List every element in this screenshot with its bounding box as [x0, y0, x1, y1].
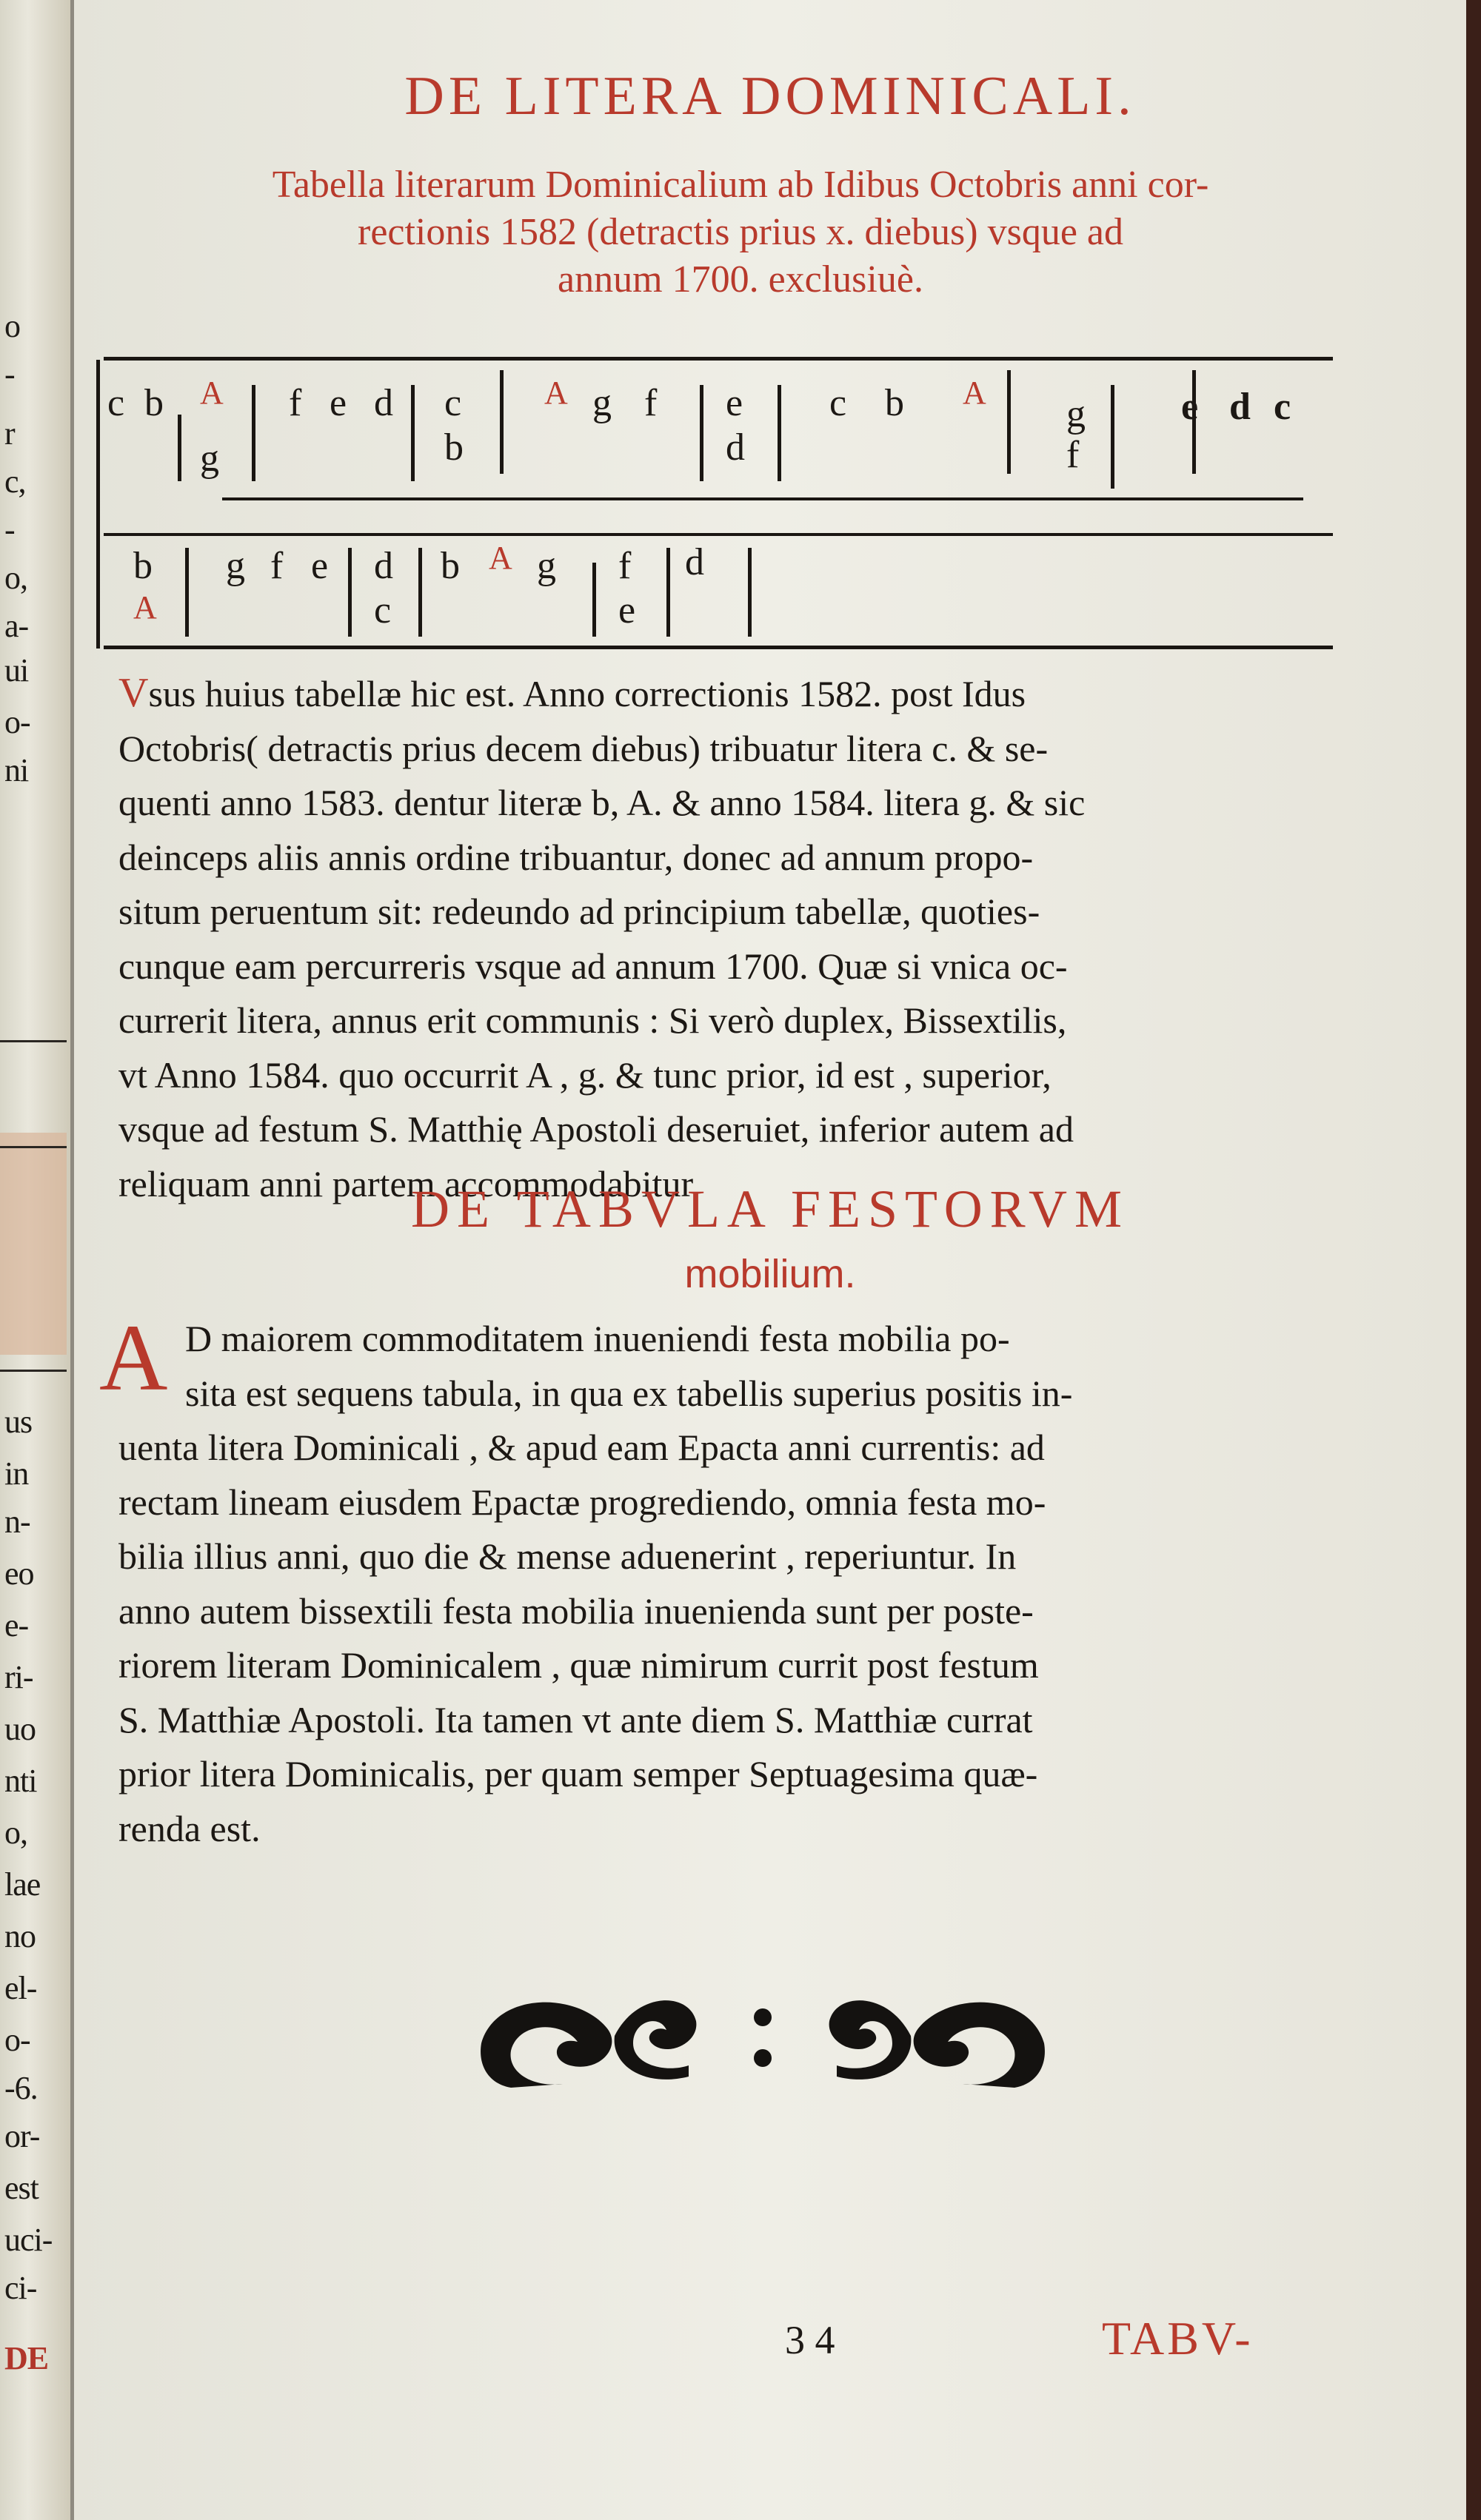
strip-rule: [0, 1146, 67, 1148]
text-line: sita est sequens tabula, in qua ex tabellis superius positis in-: [185, 1372, 1073, 1414]
table-letter: f: [289, 382, 302, 424]
initial-letter: V: [118, 670, 149, 716]
table-letter: c: [107, 382, 125, 424]
margin-fragment: o-: [4, 2022, 30, 2058]
margin-fragment: o,: [4, 1814, 27, 1851]
cell-divider: [500, 370, 504, 474]
margin-fragment: uci-: [4, 2222, 53, 2258]
left-page-strip: [0, 0, 75, 2520]
margin-fragment: -6.: [4, 2070, 38, 2106]
cell-divider: [185, 548, 189, 637]
page-number: 3 4: [785, 2318, 835, 2362]
catchword: TABV-: [1102, 2312, 1254, 2365]
table-letter: b: [441, 545, 460, 587]
text-line: cunque eam percurreris vsque ad annum 1700. Quæ si vnica oc-: [118, 945, 1068, 987]
margin-fragment: n-: [4, 1504, 30, 1540]
text-line: vsque ad festum S. Matthię Apostoli deseruiet, inferior autem ad: [118, 1108, 1074, 1150]
strip-rule: [0, 1040, 67, 1042]
table-letter: A: [489, 540, 512, 576]
table-letter: d: [726, 426, 745, 469]
table-letter: f: [1066, 434, 1080, 476]
text-line: S. Matthiæ Apostoli. Ita tamen vt ante diem S. Matthiæ currat: [118, 1698, 1033, 1740]
cell-divider: [411, 385, 415, 481]
table-letter: d: [374, 382, 393, 424]
margin-fragment: el-: [4, 1970, 37, 2006]
table-mid-rule: [104, 533, 1333, 536]
section-heading: DE TABVLA FESTORVM: [411, 1179, 1129, 1239]
margin-fragment: lae: [4, 1866, 41, 1903]
margin-fragment: r: [4, 415, 15, 452]
table-bottom-rule: [104, 646, 1333, 649]
page-title: DE LITERA DOMINICALI.: [404, 66, 1136, 127]
table-letter: d: [374, 545, 393, 587]
cell-divider: [1111, 385, 1114, 489]
text-line: quenti anno 1583. dentur literæ b, A. & anno 1584. litera g. & sic: [118, 782, 1086, 823]
book-page: [74, 0, 1466, 2520]
cell-divider: [348, 548, 352, 637]
table-letter: f: [644, 382, 658, 424]
drop-capital: A: [99, 1305, 168, 1410]
text-line: Octobris( detractis prius decem diebus) tribuatur litera c. & se-: [118, 727, 1049, 769]
text-line: [118, 666, 1392, 722]
margin-fragment: -: [4, 356, 15, 392]
strip-rule: [0, 1370, 67, 1372]
table-left-border: [96, 360, 100, 649]
section-subheading: mobilium.: [684, 1252, 856, 1296]
table-letter: c: [374, 589, 392, 631]
table-letter: e: [726, 382, 743, 424]
cell-divider: [252, 385, 255, 481]
cell-divider: [666, 548, 670, 637]
text-line: situm peruentum sit: redeundo ad principium tabellæ, quoties-: [118, 891, 1040, 932]
table-letter: f: [270, 545, 284, 587]
cell-divider: [1007, 370, 1011, 474]
margin-fragment: uo: [4, 1711, 36, 1747]
table-letter: A: [544, 375, 568, 411]
margin-fragment: ui: [4, 652, 29, 688]
caption-line: Tabella literarum Dominicalium ab Idibus Octobris anni cor-: [272, 164, 1209, 206]
table-letter: c: [444, 382, 462, 424]
text-line: uenta litera Dominicali , & apud eam Epacta anni currentis: ad: [118, 1427, 1045, 1468]
text-line: anno autem bissextili festa mobilia inuenienda sunt per poste-: [118, 1589, 1034, 1632]
text-line: reliquam anni partem accommodabitur.: [118, 1162, 701, 1204]
cell-divider: [178, 415, 181, 481]
table-letter: f: [618, 545, 632, 587]
table-letter: b: [144, 382, 164, 424]
text-line: riorem literam Dominicalem , quæ nimirum currit post festum: [118, 1644, 1039, 1686]
table-letter: g: [1066, 393, 1086, 435]
table-letter: g: [226, 545, 245, 587]
text-line: rectam lineam eiusdem Epactæ progrediendo, omnia festa mo-: [118, 1481, 1046, 1523]
table-letter: A: [963, 375, 986, 411]
text-line: bilia illius anni, quo die & mense aduenerint , reperiuntur. In: [118, 1535, 1017, 1577]
table-letter: A: [200, 375, 224, 411]
strip-tint: [0, 1133, 67, 1355]
book-edge: [1466, 0, 1481, 2520]
printers-ornament-icon: [467, 1962, 1059, 2110]
margin-fragment: or-: [4, 2118, 40, 2154]
table-letter: A: [133, 589, 157, 626]
text-line: D maiorem commoditatem inueniendi festa mobilia po-: [185, 1318, 1010, 1359]
table-letter: d: [685, 541, 704, 583]
margin-fragment: -: [4, 512, 15, 548]
table-letter: g: [537, 545, 556, 587]
table-letter: b: [133, 545, 153, 587]
margin-fragment: est: [4, 2170, 39, 2206]
text-line: prior litera Dominicalis, per quam semper Septuagesima quæ-: [118, 1753, 1038, 1795]
margin-fragment: ni: [4, 752, 29, 788]
table-letter: c: [829, 382, 847, 424]
table-letter: g: [592, 382, 612, 424]
margin-fragment: ci-: [4, 2270, 37, 2306]
margin-fragment: ri-: [4, 1659, 33, 1695]
caption-line: rectionis 1582 (detractis prius x. diebus) vsque ad: [358, 211, 1123, 253]
margin-catchword: DE: [4, 2340, 49, 2376]
table-letter: e: [618, 589, 636, 631]
caption-line: annum 1700. exclusiuè.: [558, 258, 923, 301]
line-text: sus huius tabellæ hic est. Anno correctionis 1582. post Idus: [148, 673, 1026, 714]
cell-divider: [700, 385, 703, 481]
margin-fragment: in: [4, 1455, 29, 1492]
text-line: renda est.: [118, 1807, 261, 1849]
text-line: vt Anno 1584. quo occurrit A , g. & tunc prior, id est , superior,: [118, 1053, 1052, 1096]
table-letter: e: [1181, 386, 1199, 428]
table-mid-rule: [222, 497, 1303, 500]
table-top-rule: [104, 357, 1333, 361]
text-line: deinceps aliis annis ordine tribuantur, donec ad annum propo-: [118, 836, 1034, 878]
table-letter: b: [885, 382, 904, 424]
text-line: currerit litera, annus erit communis : Si verò duplex, Bissextilis,: [118, 999, 1067, 1041]
margin-fragment: eo: [4, 1555, 34, 1592]
table-caption: [104, 161, 1377, 304]
margin-fragment: us: [4, 1404, 33, 1440]
cell-divider: [418, 548, 422, 637]
cell-divider: [778, 385, 781, 481]
margin-fragment: o: [4, 308, 20, 344]
usage-paragraph: [118, 666, 1392, 1211]
margin-fragment: a-: [4, 608, 29, 644]
table-letter: g: [200, 438, 219, 480]
table-letter: b: [444, 426, 464, 469]
festa-paragraph: [118, 1312, 1392, 1856]
table-letter: d: [1229, 386, 1251, 428]
table-letter: e: [330, 382, 347, 424]
margin-fragment: o,: [4, 560, 27, 596]
table-letter: c: [1274, 386, 1291, 428]
cell-divider: [592, 563, 596, 637]
cell-divider: [748, 548, 752, 637]
margin-fragment: c,: [4, 463, 26, 500]
margin-fragment: o-: [4, 704, 30, 740]
margin-fragment: no: [4, 1918, 36, 1954]
margin-fragment: nti: [4, 1763, 37, 1799]
margin-fragment: e-: [4, 1607, 29, 1643]
table-letter: e: [311, 545, 329, 587]
